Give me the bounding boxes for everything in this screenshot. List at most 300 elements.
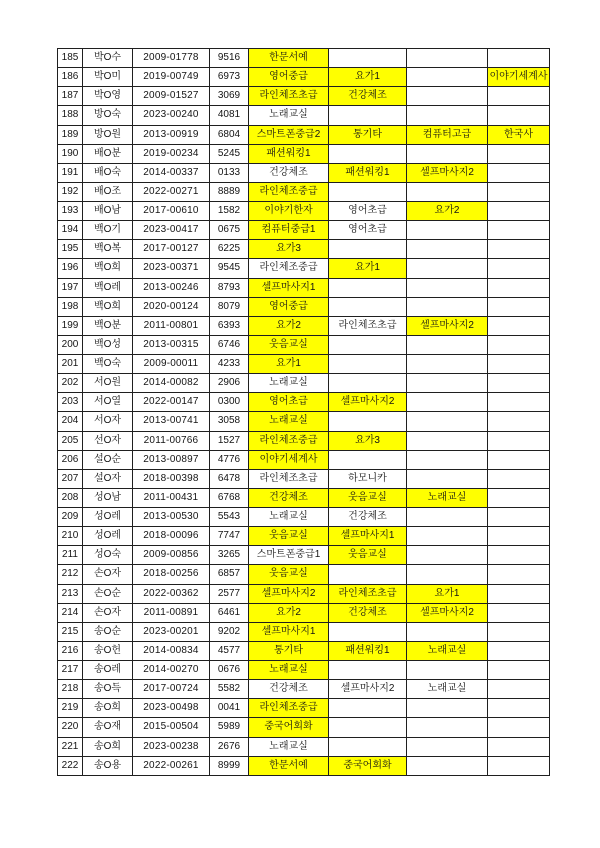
cell-course-2: 통기타 bbox=[329, 125, 407, 144]
cell-name: 송O재 bbox=[83, 718, 133, 737]
cell-name: 서O자 bbox=[83, 412, 133, 431]
cell-code: 7747 bbox=[210, 527, 249, 546]
cell-course-4 bbox=[488, 335, 550, 354]
cell-course-3 bbox=[407, 393, 488, 412]
cell-member-id: 2014-00834 bbox=[133, 641, 210, 660]
cell-code: 3069 bbox=[210, 87, 249, 106]
cell-course-2: 패션워킹1 bbox=[329, 163, 407, 182]
cell-member-id: 2013-00897 bbox=[133, 450, 210, 469]
cell-member-id: 2011-00431 bbox=[133, 488, 210, 507]
cell-code: 0133 bbox=[210, 163, 249, 182]
table-row bbox=[58, 297, 550, 316]
cell-course-2: 하모니카 bbox=[329, 469, 407, 488]
cell-name: 성O숙 bbox=[83, 546, 133, 565]
cell-name: 송O순 bbox=[83, 622, 133, 641]
cell-name: 송O희 bbox=[83, 699, 133, 718]
cell-course-2: 셀프마사지2 bbox=[329, 680, 407, 699]
cell-course-3: 노래교실 bbox=[407, 680, 488, 699]
cell-member-id: 2023-00498 bbox=[133, 699, 210, 718]
table-row bbox=[58, 431, 550, 450]
table-row bbox=[58, 756, 550, 775]
cell-course-4 bbox=[488, 106, 550, 125]
cell-name: 손O자 bbox=[83, 603, 133, 622]
cell-course-2 bbox=[329, 240, 407, 259]
cell-name: 박O영 bbox=[83, 87, 133, 106]
cell-name: 백O기 bbox=[83, 221, 133, 240]
cell-course-4 bbox=[488, 699, 550, 718]
cell-member-id: 2022-00261 bbox=[133, 756, 210, 775]
table-row bbox=[58, 316, 550, 335]
cell-course-4 bbox=[488, 355, 550, 374]
table-row bbox=[58, 202, 550, 221]
table-row bbox=[58, 182, 550, 201]
cell-course-1: 중국어회화 bbox=[249, 718, 329, 737]
cell-course-4 bbox=[488, 756, 550, 775]
cell-name: 백O성 bbox=[83, 335, 133, 354]
cell-course-4 bbox=[488, 680, 550, 699]
cell-code: 8079 bbox=[210, 297, 249, 316]
cell-row-number: 189 bbox=[58, 125, 83, 144]
cell-row-number: 210 bbox=[58, 527, 83, 546]
cell-course-1: 라인체조중급 bbox=[249, 699, 329, 718]
cell-row-number: 212 bbox=[58, 565, 83, 584]
cell-course-3: 셀프마사지2 bbox=[407, 163, 488, 182]
cell-course-1: 웃음교실 bbox=[249, 335, 329, 354]
cell-name: 서O열 bbox=[83, 393, 133, 412]
cell-code: 5582 bbox=[210, 680, 249, 699]
cell-course-3 bbox=[407, 335, 488, 354]
cell-row-number: 193 bbox=[58, 202, 83, 221]
table-row bbox=[58, 412, 550, 431]
cell-name: 성O남 bbox=[83, 488, 133, 507]
cell-course-4 bbox=[488, 431, 550, 450]
cell-course-4 bbox=[488, 297, 550, 316]
cell-course-1: 요가3 bbox=[249, 240, 329, 259]
cell-course-3 bbox=[407, 508, 488, 527]
cell-course-4 bbox=[488, 718, 550, 737]
table-row bbox=[58, 374, 550, 393]
cell-course-4 bbox=[488, 316, 550, 335]
cell-course-4 bbox=[488, 412, 550, 431]
cell-code: 6393 bbox=[210, 316, 249, 335]
cell-course-2 bbox=[329, 699, 407, 718]
cell-row-number: 194 bbox=[58, 221, 83, 240]
cell-name: 서O원 bbox=[83, 374, 133, 393]
cell-code: 6973 bbox=[210, 68, 249, 87]
cell-course-3 bbox=[407, 756, 488, 775]
cell-name: 백O레 bbox=[83, 278, 133, 297]
cell-code: 9516 bbox=[210, 49, 249, 68]
cell-course-1: 노래교실 bbox=[249, 661, 329, 680]
cell-course-4 bbox=[488, 546, 550, 565]
cell-course-3 bbox=[407, 527, 488, 546]
cell-name: 방O숙 bbox=[83, 106, 133, 125]
cell-code: 1582 bbox=[210, 202, 249, 221]
cell-course-1: 영어중급 bbox=[249, 68, 329, 87]
cell-code: 0676 bbox=[210, 661, 249, 680]
table-row bbox=[58, 125, 550, 144]
table-row bbox=[58, 622, 550, 641]
cell-code: 6857 bbox=[210, 565, 249, 584]
cell-course-4 bbox=[488, 622, 550, 641]
cell-member-id: 2023-00371 bbox=[133, 259, 210, 278]
cell-member-id: 2023-00238 bbox=[133, 737, 210, 756]
table-row bbox=[58, 737, 550, 756]
cell-course-2: 중국어회화 bbox=[329, 756, 407, 775]
table-row bbox=[58, 661, 550, 680]
cell-course-1: 셀프마사지1 bbox=[249, 278, 329, 297]
cell-code: 6225 bbox=[210, 240, 249, 259]
cell-row-number: 205 bbox=[58, 431, 83, 450]
cell-course-4 bbox=[488, 508, 550, 527]
cell-member-id: 2023-00417 bbox=[133, 221, 210, 240]
cell-course-3: 요가1 bbox=[407, 584, 488, 603]
cell-code: 6804 bbox=[210, 125, 249, 144]
cell-row-number: 185 bbox=[58, 49, 83, 68]
cell-name: 송O헌 bbox=[83, 641, 133, 660]
cell-course-2: 건강체조 bbox=[329, 603, 407, 622]
cell-course-3: 노래교실 bbox=[407, 488, 488, 507]
cell-course-2 bbox=[329, 106, 407, 125]
cell-name: 설O순 bbox=[83, 450, 133, 469]
cell-member-id: 2009-01527 bbox=[133, 87, 210, 106]
cell-code: 6478 bbox=[210, 469, 249, 488]
cell-row-number: 219 bbox=[58, 699, 83, 718]
cell-course-1: 영어초급 bbox=[249, 393, 329, 412]
cell-row-number: 214 bbox=[58, 603, 83, 622]
cell-course-4 bbox=[488, 603, 550, 622]
cell-course-2: 요가1 bbox=[329, 259, 407, 278]
cell-course-2: 웃음교실 bbox=[329, 488, 407, 507]
cell-member-id: 2013-00741 bbox=[133, 412, 210, 431]
cell-course-4: 한국사 bbox=[488, 125, 550, 144]
cell-course-1: 한문서예 bbox=[249, 756, 329, 775]
cell-course-2: 건강체조 bbox=[329, 508, 407, 527]
cell-row-number: 209 bbox=[58, 508, 83, 527]
table-row bbox=[58, 144, 550, 163]
cell-course-3: 컴퓨터고급 bbox=[407, 125, 488, 144]
table-row bbox=[58, 527, 550, 546]
cell-course-2: 웃음교실 bbox=[329, 546, 407, 565]
cell-member-id: 2011-00801 bbox=[133, 316, 210, 335]
cell-course-1: 웃음교실 bbox=[249, 565, 329, 584]
cell-code: 2906 bbox=[210, 374, 249, 393]
cell-row-number: 222 bbox=[58, 756, 83, 775]
cell-code: 4776 bbox=[210, 450, 249, 469]
cell-course-2 bbox=[329, 622, 407, 641]
cell-code: 6768 bbox=[210, 488, 249, 507]
cell-course-4 bbox=[488, 374, 550, 393]
cell-course-3: 셀프마사지2 bbox=[407, 603, 488, 622]
cell-course-2: 요가3 bbox=[329, 431, 407, 450]
cell-row-number: 190 bbox=[58, 144, 83, 163]
cell-code: 1527 bbox=[210, 431, 249, 450]
cell-course-3 bbox=[407, 374, 488, 393]
cell-course-1: 건강체조 bbox=[249, 488, 329, 507]
cell-course-2 bbox=[329, 737, 407, 756]
cell-course-1: 셀프마사지1 bbox=[249, 622, 329, 641]
cell-name: 백O분 bbox=[83, 316, 133, 335]
cell-member-id: 2009-01778 bbox=[133, 49, 210, 68]
cell-row-number: 187 bbox=[58, 87, 83, 106]
cell-member-id: 2019-00234 bbox=[133, 144, 210, 163]
cell-course-3 bbox=[407, 278, 488, 297]
cell-course-1: 요가2 bbox=[249, 316, 329, 335]
cell-course-2 bbox=[329, 49, 407, 68]
cell-course-4 bbox=[488, 469, 550, 488]
table-row bbox=[58, 680, 550, 699]
cell-course-4 bbox=[488, 584, 550, 603]
cell-course-1: 건강체조 bbox=[249, 680, 329, 699]
cell-member-id: 2018-00096 bbox=[133, 527, 210, 546]
table-row bbox=[58, 259, 550, 278]
cell-row-number: 199 bbox=[58, 316, 83, 335]
cell-course-3 bbox=[407, 355, 488, 374]
cell-course-1: 영어중급 bbox=[249, 297, 329, 316]
cell-course-2: 건강체조 bbox=[329, 87, 407, 106]
cell-name: 성O레 bbox=[83, 527, 133, 546]
cell-course-4 bbox=[488, 221, 550, 240]
table-row bbox=[58, 699, 550, 718]
cell-member-id: 2017-00610 bbox=[133, 202, 210, 221]
cell-course-3 bbox=[407, 565, 488, 584]
cell-code: 8793 bbox=[210, 278, 249, 297]
cell-name: 박O미 bbox=[83, 68, 133, 87]
cell-code: 4081 bbox=[210, 106, 249, 125]
table-row bbox=[58, 718, 550, 737]
cell-course-3 bbox=[407, 297, 488, 316]
cell-course-1: 라인체조중급 bbox=[249, 182, 329, 201]
table-row bbox=[58, 393, 550, 412]
cell-course-1: 셀프마사지2 bbox=[249, 584, 329, 603]
cell-member-id: 2018-00256 bbox=[133, 565, 210, 584]
cell-course-3 bbox=[407, 412, 488, 431]
cell-code: 8999 bbox=[210, 756, 249, 775]
cell-name: 송O레 bbox=[83, 661, 133, 680]
cell-course-3 bbox=[407, 450, 488, 469]
cell-course-1: 라인체조초급 bbox=[249, 469, 329, 488]
table-row bbox=[58, 278, 550, 297]
cell-member-id: 2014-00082 bbox=[133, 374, 210, 393]
table-row bbox=[58, 508, 550, 527]
cell-code: 2577 bbox=[210, 584, 249, 603]
cell-row-number: 201 bbox=[58, 355, 83, 374]
cell-course-4 bbox=[488, 182, 550, 201]
cell-name: 선O자 bbox=[83, 431, 133, 450]
cell-member-id: 2022-00271 bbox=[133, 182, 210, 201]
cell-course-3 bbox=[407, 87, 488, 106]
cell-course-1: 웃음교실 bbox=[249, 527, 329, 546]
cell-row-number: 200 bbox=[58, 335, 83, 354]
cell-row-number: 218 bbox=[58, 680, 83, 699]
table-row bbox=[58, 469, 550, 488]
cell-member-id: 2023-00240 bbox=[133, 106, 210, 125]
cell-course-1: 노래교실 bbox=[249, 737, 329, 756]
table-row bbox=[58, 49, 550, 68]
table-row bbox=[58, 106, 550, 125]
cell-name: 배O숙 bbox=[83, 163, 133, 182]
cell-course-2: 라인체조초급 bbox=[329, 316, 407, 335]
cell-course-1: 건강체조 bbox=[249, 163, 329, 182]
cell-member-id: 2020-00124 bbox=[133, 297, 210, 316]
cell-code: 6461 bbox=[210, 603, 249, 622]
cell-name: 손O순 bbox=[83, 584, 133, 603]
cell-course-4 bbox=[488, 641, 550, 660]
cell-course-2 bbox=[329, 718, 407, 737]
cell-course-4 bbox=[488, 661, 550, 680]
cell-row-number: 207 bbox=[58, 469, 83, 488]
cell-member-id: 2017-00127 bbox=[133, 240, 210, 259]
cell-course-1: 스마트폰중급2 bbox=[249, 125, 329, 144]
cell-course-4 bbox=[488, 163, 550, 182]
cell-course-4 bbox=[488, 565, 550, 584]
table-row bbox=[58, 68, 550, 87]
cell-course-4 bbox=[488, 488, 550, 507]
cell-row-number: 197 bbox=[58, 278, 83, 297]
cell-member-id: 2023-00201 bbox=[133, 622, 210, 641]
cell-course-2 bbox=[329, 297, 407, 316]
cell-course-4 bbox=[488, 259, 550, 278]
cell-course-2 bbox=[329, 355, 407, 374]
cell-member-id: 2019-00749 bbox=[133, 68, 210, 87]
cell-course-3 bbox=[407, 240, 488, 259]
cell-member-id: 2015-00504 bbox=[133, 718, 210, 737]
cell-course-1: 노래교실 bbox=[249, 374, 329, 393]
cell-course-1: 컴퓨터중급1 bbox=[249, 221, 329, 240]
cell-course-3 bbox=[407, 431, 488, 450]
cell-course-3 bbox=[407, 259, 488, 278]
cell-course-3 bbox=[407, 221, 488, 240]
table-row bbox=[58, 450, 550, 469]
cell-course-3 bbox=[407, 661, 488, 680]
table-row bbox=[58, 488, 550, 507]
cell-row-number: 208 bbox=[58, 488, 83, 507]
table-row bbox=[58, 87, 550, 106]
cell-course-1: 요가1 bbox=[249, 355, 329, 374]
cell-row-number: 211 bbox=[58, 546, 83, 565]
cell-row-number: 191 bbox=[58, 163, 83, 182]
cell-course-3 bbox=[407, 106, 488, 125]
table-row bbox=[58, 641, 550, 660]
cell-course-1: 패션워킹1 bbox=[249, 144, 329, 163]
table-row bbox=[58, 603, 550, 622]
cell-name: 박O수 bbox=[83, 49, 133, 68]
cell-course-3 bbox=[407, 699, 488, 718]
cell-course-1: 한문서예 bbox=[249, 49, 329, 68]
cell-course-1: 이야기세계사 bbox=[249, 450, 329, 469]
cell-name: 백O희 bbox=[83, 259, 133, 278]
cell-name: 방O원 bbox=[83, 125, 133, 144]
cell-course-4 bbox=[488, 87, 550, 106]
cell-code: 5989 bbox=[210, 718, 249, 737]
cell-course-4: 이야기세계사 bbox=[488, 68, 550, 87]
cell-code: 9202 bbox=[210, 622, 249, 641]
cell-row-number: 215 bbox=[58, 622, 83, 641]
cell-member-id: 2014-00270 bbox=[133, 661, 210, 680]
cell-name: 성O레 bbox=[83, 508, 133, 527]
cell-course-1: 통기타 bbox=[249, 641, 329, 660]
cell-course-3 bbox=[407, 182, 488, 201]
cell-code: 9545 bbox=[210, 259, 249, 278]
cell-course-4 bbox=[488, 49, 550, 68]
cell-course-3 bbox=[407, 718, 488, 737]
cell-name: 배O조 bbox=[83, 182, 133, 201]
cell-course-1: 노래교실 bbox=[249, 106, 329, 125]
table-row bbox=[58, 565, 550, 584]
cell-name: 손O자 bbox=[83, 565, 133, 584]
cell-course-1: 스마트폰중급1 bbox=[249, 546, 329, 565]
cell-course-3 bbox=[407, 49, 488, 68]
table-row bbox=[58, 546, 550, 565]
cell-member-id: 2013-00919 bbox=[133, 125, 210, 144]
cell-member-id: 2009-00011 bbox=[133, 355, 210, 374]
cell-row-number: 221 bbox=[58, 737, 83, 756]
cell-row-number: 206 bbox=[58, 450, 83, 469]
cell-course-3 bbox=[407, 546, 488, 565]
table-row bbox=[58, 163, 550, 182]
cell-member-id: 2011-00891 bbox=[133, 603, 210, 622]
cell-code: 0675 bbox=[210, 221, 249, 240]
cell-code: 0300 bbox=[210, 393, 249, 412]
cell-row-number: 196 bbox=[58, 259, 83, 278]
cell-code: 0041 bbox=[210, 699, 249, 718]
cell-code: 6746 bbox=[210, 335, 249, 354]
cell-course-3 bbox=[407, 469, 488, 488]
cell-member-id: 2013-00530 bbox=[133, 508, 210, 527]
cell-code: 5245 bbox=[210, 144, 249, 163]
cell-name: 송O득 bbox=[83, 680, 133, 699]
cell-code: 3265 bbox=[210, 546, 249, 565]
cell-course-2 bbox=[329, 144, 407, 163]
table-row bbox=[58, 584, 550, 603]
cell-course-1: 요가2 bbox=[249, 603, 329, 622]
table-body bbox=[58, 49, 550, 776]
cell-code: 2676 bbox=[210, 737, 249, 756]
cell-row-number: 217 bbox=[58, 661, 83, 680]
cell-code: 4233 bbox=[210, 355, 249, 374]
cell-course-1: 이야기한자 bbox=[249, 202, 329, 221]
cell-member-id: 2011-00766 bbox=[133, 431, 210, 450]
cell-course-4 bbox=[488, 278, 550, 297]
cell-code: 4577 bbox=[210, 641, 249, 660]
cell-name: 송O용 bbox=[83, 756, 133, 775]
cell-course-4 bbox=[488, 144, 550, 163]
cell-member-id: 2009-00856 bbox=[133, 546, 210, 565]
cell-course-2: 영어초급 bbox=[329, 202, 407, 221]
table-row bbox=[58, 335, 550, 354]
cell-name: 배O분 bbox=[83, 144, 133, 163]
cell-row-number: 204 bbox=[58, 412, 83, 431]
cell-course-2: 셀프마사지2 bbox=[329, 393, 407, 412]
cell-row-number: 198 bbox=[58, 297, 83, 316]
cell-course-2 bbox=[329, 374, 407, 393]
course-roster-table bbox=[57, 48, 550, 776]
cell-row-number: 220 bbox=[58, 718, 83, 737]
cell-course-2: 요가1 bbox=[329, 68, 407, 87]
cell-course-2 bbox=[329, 182, 407, 201]
cell-name: 송O희 bbox=[83, 737, 133, 756]
cell-course-1: 라인체조중급 bbox=[249, 259, 329, 278]
cell-code: 3058 bbox=[210, 412, 249, 431]
cell-course-2: 라인체조초급 bbox=[329, 584, 407, 603]
cell-course-3: 노래교실 bbox=[407, 641, 488, 660]
cell-course-3: 요가2 bbox=[407, 202, 488, 221]
cell-name: 백O복 bbox=[83, 240, 133, 259]
cell-row-number: 186 bbox=[58, 68, 83, 87]
cell-row-number: 213 bbox=[58, 584, 83, 603]
cell-course-2 bbox=[329, 335, 407, 354]
cell-name: 배O남 bbox=[83, 202, 133, 221]
